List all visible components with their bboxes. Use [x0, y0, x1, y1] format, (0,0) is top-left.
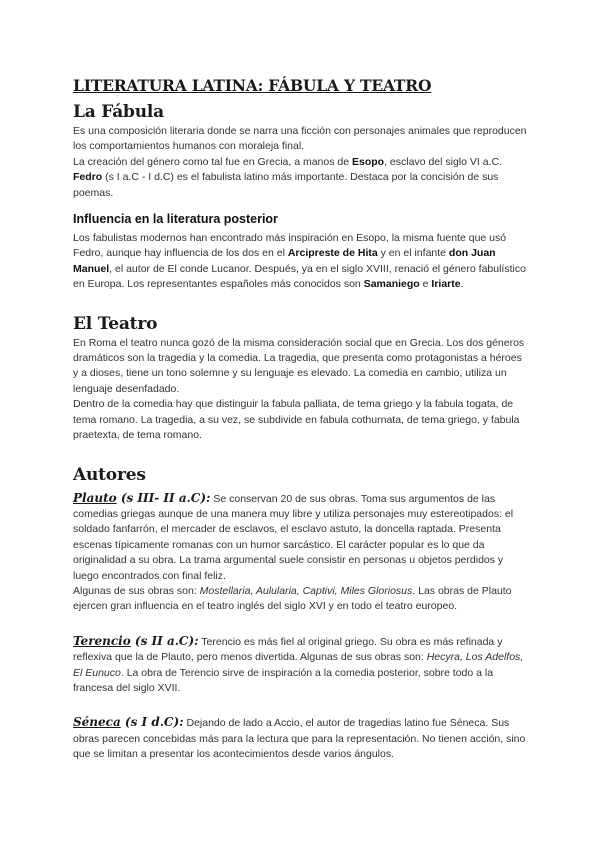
juan-manuel-name: don Juan Manuel [73, 247, 496, 275]
influencia-paragraph: Los fabulistas modernos han encontrado más inspiración en Esopo, la misma fuente que usó Fedro, aunque hay influencia de los dos en el Arcipreste de Hita y en el infante don Juan Manuel, el autor de El conde Lucanor. Después, ya en el siglo XVIII, renació el género fabulístico en Europa. Los representantes españoles más conocidos son Samaniego e Iriarte. [73, 232, 526, 291]
teatro-paragraph-1: En Roma el teatro nunca gozó de la misma consideración social que en Grecia. Los dos géneros dramáticos son la tragedia y la comedia. La tragedia, que presenta como protagonistas a héroes y a dioses, tiene un tono solemne y su lenguaje es elevado. La comedia en cambio, utiliza un lenguaje desenfadado. [73, 336, 525, 395]
samaniego-name: Samaniego [363, 278, 420, 291]
section-heading-teatro: El Teatro [73, 313, 158, 334]
author-entry-seneca: Séneca (s I d.C): Dejando de lado a Accio, el autor de tragedias latino fue Séneca. Sus obras parecen concebidas más para la lectura que para la representación. No tienen acción, sino que se limitan a presentar los acontecimientos desde varios ángulos. [73, 715, 526, 761]
iriarte-name: Iriarte [431, 278, 461, 291]
document-title: LITERATURA LATINA: FÁBULA Y TEATRO [73, 76, 432, 95]
plauto-obras: Algunas de sus obras son: Mostellaria, Aulularia, Captivi, Miles Gloriosus. Las obras de Plauto ejercen gran influencia en el teatro inglés del siglo XVI y en todo el teatro europeo. [73, 584, 512, 613]
section-heading-fabula: La Fábula [73, 102, 164, 122]
esopo-name: Esopo [352, 155, 385, 168]
author-entry-plauto: Plauto (s III- II a.C): Se conservan 20 de sus obras. Toma sus argumentos de las comedias griegas aunque de una manera muy libre y utiliza personajes muy estereotipados: el soldado fanfarrón, el mercader de esclavos, el esclavo astuto, la doncella raptada. Presenta escenas típicamente romanas con un humor sarcástico. El carácter popular es lo que da originalidad a su obra. La trama argumental suele consistir en personas u objetos perdidos y luego encontrados con final feliz. [73, 490, 514, 582]
fabula-definition: Es una composición literaria donde se narra una ficción con personajes animales que reproducen los comportamientos humanos con moraleja final. [73, 125, 527, 153]
plauto-works-list: Mostellaria, Aulularia, Captivi, Miles Gloriosus [199, 584, 413, 597]
fedro-name: Fedro [73, 171, 103, 184]
plauto-heading: Plauto (s III- II a.C): [73, 490, 211, 505]
terencio-heading: Terencio (s II a.C): [73, 633, 199, 648]
arcipreste-name: Arcipreste de Hita [287, 247, 378, 260]
seneca-heading: Séneca (s I d.C): [73, 715, 184, 730]
section-heading-autores: Autores [73, 464, 146, 485]
subheading-influencia: Influencia en la literatura posterior [73, 212, 278, 227]
fabula-origin: La creación del género como tal fue en Grecia, a manos de Esopo, esclavo del siglo VI a.C. Fedro (s I a.C - I d.C) es el fabulista latino más importante. Destaca por la concisión de sus poemas. [73, 155, 502, 199]
teatro-paragraph-2: Dentro de la comedia hay que distinguir la fabula palliata, de tema griego y la fabula togata, de tema romano. La tragedia, a su vez, se subdivide en fabula cothurnata, de tema griego, y fabula praetexta, de tema romano. [73, 398, 520, 442]
terencio-works-list: Hecyra, Los Adelfos, El Eunuco [73, 651, 524, 679]
author-entry-terencio: Terencio (s II a.C): Terencio es más fiel al original griego. Su obra es más refinada y reflexiva que la de Plauto, pero menos divertida. Algunas de sus obras son: Hecyra, Los Adelfos, El Eunuco. La obra de Terencio sirve de inspiración a la comedia posterior, sobre todo a la francesa del siglo XVII. [73, 633, 524, 694]
